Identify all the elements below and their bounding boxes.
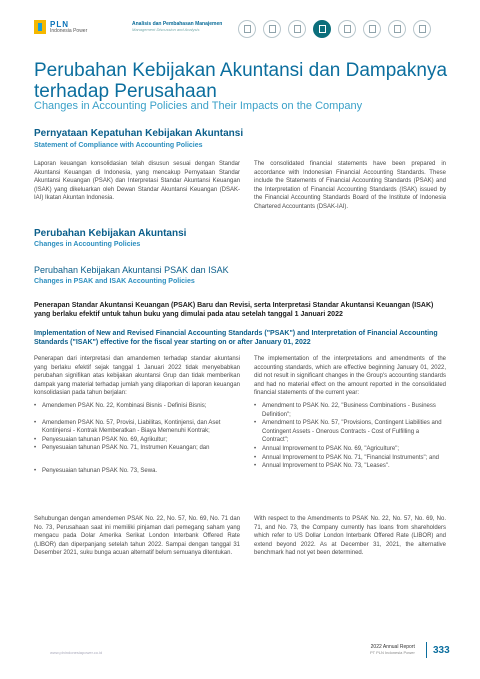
amendments-list-english — [254, 402, 446, 471]
page-title: Perubahan Kebijakan Akuntansi dan Dampaknya terhadap Perusahaan — [34, 60, 448, 102]
chapter-nav — [238, 20, 431, 38]
report-title: 2022 Annual Report — [370, 644, 415, 650]
page-number: 333 — [433, 645, 450, 656]
footer-divider — [426, 642, 427, 658]
settings-icon[interactable] — [413, 20, 431, 38]
page-header — [0, 0, 480, 48]
compliance-text: Laporan keuangan konsolidasian telah disusun sesuai dengan Standar Akuntansi Keuangan di Indonesia, yang mencakup Pernyataan Standar Akuntansi Keuangan (PSAK) dan Interpretasi Standar Akuntansi Keuangan (ISAK) yang dikeluarkan oleh Dewan Standar Akuntansi Keuangan (DSAK-IAI) Ikatan Akuntan Indonesia. — [34, 161, 240, 202]
list-item: • Annual Improvement to PSAK No. 71, "Financial Instruments"; and — [254, 454, 446, 463]
implementation-heading-english: Implementation of New and Revised Financial Accounting Standards ("PSAK") and Interpretation of Financial Accounting Standards ("ISAK") effective for the fiscal year starting on or after January 01, 2022 — [34, 330, 438, 346]
compliance-text-english: The consolidated financial statements have been prepared in accordance with Indonesian Financial Accounting Standards. These include the Statements of Financial Accounting Standards (PSAK) and the Interpretation of Financial Accounting Standards (ISAK) issued by the Financial Accounting Standards Board of the Institute of Indonesia Chartered Accountants (DSAK-IAI). — [254, 161, 446, 210]
governance-icon[interactable] — [313, 20, 331, 38]
psak-isak-heading: Perubahan Kebijakan Akuntansi PSAK dan ISAK — [34, 265, 229, 275]
chart-icon[interactable] — [388, 20, 406, 38]
report-company: PT PLN Indonesia Power — [370, 649, 415, 655]
closing-text: Sehubungan dengan amendemen PSAK No. 22, No. 57, No. 69, No. 71 dan No. 73, Perusahaan saat ini memiliki pinjaman dari pemegang saham yang mengacu pada Dolar Amerika Serikat London Interbank Offered Rate (LIBOR) dan diperpanjang setelah tahun 2022. Sampai dengan tanggal 31 Desember 2021, suku bunga acuan alternatif belum semuanya ditentukan. — [34, 516, 240, 557]
report-icon[interactable] — [238, 20, 256, 38]
financial-icon[interactable] — [363, 20, 381, 38]
psak-isak-heading-english: Changes in PSAK and ISAK Accounting Policies — [34, 278, 195, 285]
profile-icon[interactable] — [263, 20, 281, 38]
implementation-intro: Penerapan dari interpretasi dan amandemen terhadap standar akuntansi yang berlaku efektif sejak tanggal 1 Januari 2022 tidak menyebabkan perubahan signifikan atas kebijakan akuntansi Grup dan tidak memberikan dampak yang material terhadap jumlah yang dilaporkan di laporan keuangan konsolidasian pada tahun berjalan: — [34, 356, 240, 397]
list-item: • Amendment to PSAK No. 57, "Provisions, Contingent Liabilities and Contingent Assets - Onerous Contracts - Cost of Fulfilling a Contract"; — [254, 419, 446, 445]
list-item: • Annual Improvement to PSAK No. 69, "Agriculture"; — [254, 445, 446, 454]
list-item: • Amendemen PSAK No. 57, Provisi, Liabilitas, Kontinjensi, dan Aset Kontinjensi - Kontrak Memberatkan - Biaya Memenuhi Kontrak; — [34, 419, 240, 436]
footer-url[interactable]: www.plnindonesiapower.co.id — [50, 650, 103, 655]
list-item: • Penyesuaian tahunan PSAK No. 73, Sewa. — [34, 467, 240, 476]
list-item: • Penyesuaian tahunan PSAK No. 71, Instrumen Keuangan; dan — [34, 444, 240, 453]
footer-report — [370, 645, 415, 655]
csr-icon[interactable] — [338, 20, 356, 38]
page-title-english: Changes in Accounting Policies and Their Impacts on the Company — [34, 100, 363, 112]
compliance-heading: Pernyataan Kepatuhan Kebijakan Akuntansi — [34, 128, 244, 139]
company-logo — [34, 20, 87, 34]
section-subtitle: Management Discussion and Analysis — [132, 26, 200, 32]
amendments-list — [34, 402, 240, 476]
changes-heading: Perubahan Kebijakan Akuntansi — [34, 228, 187, 239]
list-item: • Amendment to PSAK No. 22, "Business Combinations - Business Definition"; — [254, 402, 446, 419]
closing-text-english: With respect to the Amendments to PSAK No. 22, No. 57, No. 69, No. 71, and No. 73, the Company currently has loans from shareholders which refer to US Dollar London Interbank Offered Rate (LIBOR) and extend beyond 2022. As at December 31, 2021, the alternative benchmark had not yet been determined. — [254, 516, 446, 557]
logo-subtitle: Indonesia Power — [50, 27, 88, 34]
implementation-intro-english: The implementation of the interpretations and amendments of the accounting standards, which are effective beginning January 01, 2022, did not result in significant changes in the Group's accounting standards and had no material effect on the amount reported in the consolidated financial statements of the current year: — [254, 356, 446, 397]
section-title: Analisis dan Pembahasan Manajemen — [132, 21, 223, 27]
logo-name: PLN — [50, 19, 69, 29]
changes-heading-english: Changes in Accounting Policies — [34, 241, 141, 248]
lightning-logo-icon — [34, 20, 46, 34]
list-item: • Annual Improvement to PSAK No. 73, "Leases". — [254, 462, 446, 471]
list-item: • Penyesuaian tahunan PSAK No. 69, Agrikultur; — [34, 436, 240, 445]
section-label — [132, 22, 222, 32]
list-item: • Amendemen PSAK No. 22, Kombinasi Bisnis - Definisi Bisnis; — [34, 402, 240, 411]
compliance-heading-english: Statement of Compliance with Accounting Policies — [34, 142, 203, 149]
management-icon[interactable] — [288, 20, 306, 38]
implementation-heading: Penerapan Standar Akuntansi Keuangan (PSAK) Baru dan Revisi, serta Interpretasi Standar Akuntansi Keuangan (ISAK) yang berlaku efektif untuk tahun buku yang dimulai pada atau setelah tanggal 1 Januari 2022 — [34, 302, 434, 318]
